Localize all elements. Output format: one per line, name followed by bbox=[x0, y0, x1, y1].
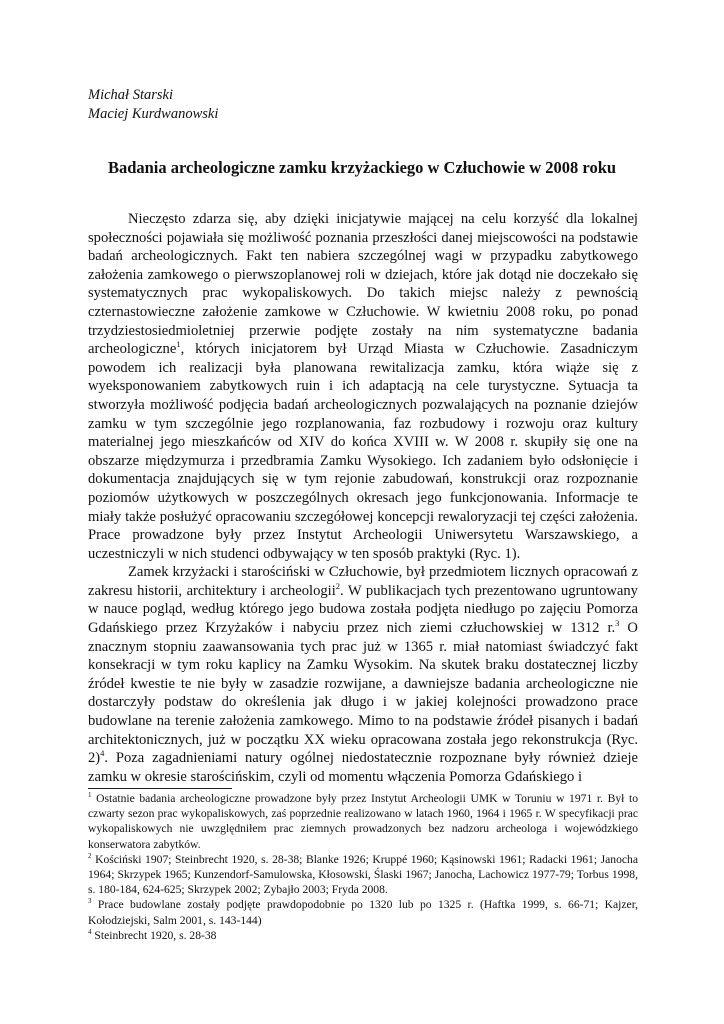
footnote bbox=[88, 852, 638, 898]
paragraph-text: Nieczęsto zdarza się, aby dzięki inicjatywie mającej na celu korzyść dla lokalnej społeczności pojawiała się możliwość poznania przeszłości danej miejscowości na podstawie badań archeologicznych. Fakt ten nabiera szczególnej wagi w przypadku zabytkowego założenia zamkowego o pierwszoplanowej roli w dziejach, które jak dotąd nie doczekało się systematycznych prac wykopaliskowych. Do takich miejsc należy z pewnością czternastowieczne założenie zamkowe w Człuchowie. W kwietniu 2008 roku, po ponad trzydziestosiedmioletniej przerwie podjęte zostały na nim systematyczne badania archeologiczne bbox=[88, 211, 638, 358]
footnote bbox=[88, 928, 638, 943]
footnote-ref: 4 bbox=[100, 748, 105, 759]
author-name: Maciej Kurdwanowski bbox=[88, 106, 219, 122]
footnote-text: Prace budowlane zostały podjęte prawdopodobnie po 1320 lub po 1325 r. (Haftka 1999, s. 66-71; Kajzer, Kołodziejski, Salm 2001, s. 143-144) bbox=[88, 898, 638, 927]
footnote-number: 1 bbox=[88, 791, 92, 800]
paragraph-text: . Poza zagadnieniami natury ogólnej niedostatecznie rozpoznane były również dzieje zamku w okresie starościńskim, czyli od momentu włączenia Pomorza Gdańskiego i bbox=[88, 750, 638, 785]
footnote-separator bbox=[88, 788, 232, 789]
footnote-number: 3 bbox=[88, 897, 92, 906]
article-title: Badania archeologiczne zamku krzyżackiego w Człuchowie w 2008 roku bbox=[107, 158, 617, 177]
paragraph-text: , których inicjatorem był Urząd Miasta w Człuchowie. Zasadniczym powodem ich realizacji była planowana rewitalizacja zamku, która wiąże się z wyeksponowaniem zabytkowych ruin i ich adaptacją na cele turystyczne. Sytuacja ta stworzyła możliwość podjęcia badań archeologicznych pozwalających na poznanie dziejów zamku w tym szczególnie jego rozplanowania, faz rozbudowy i rozwoju oraz kultury materialnej jego mieszkańców od XIV do końca XVIII w. W 2008 r. skupiły się one na obszarze międzymurza i przedbramia Zamku Wysokiego. Ich zadaniem było odsłonięcie i dokumentacja znajdujących się w tym rejonie zabudowań, konstrukcji oraz rozpoznanie poziomów użytkowych w poszczególnych okresach jego funkcjonowania. Informacje te miały także posłużyć opracowaniu szczegółowej koncepcji rewaloryzacji tej części założenia. Prace prowadzone były przez Instytut Archeologii Uniwersytetu Warszawskiego, a uczestniczyli w nich studenci odbywający w ten sposób praktyki (Ryc. 1). bbox=[88, 341, 638, 562]
author-name: Michał Starski bbox=[88, 87, 173, 103]
author-list bbox=[88, 86, 218, 124]
footnote-text: Ostatnie badania archeologiczne prowadzone były przez Instytut Archeologii UMK w Toruniu w 1971 r. Był to czwarty sezon prac wykopaliskowych, zaś poprzednie realizowano w latach 1960, 1964 i 1965 r. W specyfikacji prac wykopaliskowych nie uwzględniłem prac ziemnych prowadzonych bez nadzoru archeologa i wojewódzkiego konserwatora zabytków. bbox=[88, 792, 638, 851]
body-paragraph bbox=[88, 210, 638, 563]
article-body bbox=[88, 210, 638, 786]
paragraph-text: O znacznym stopniu zaawansowania tych prac już w 1365 r. miał natomiast świadczyć fakt konsekracji w tym roku kaplicy na Zamku Wysokim. Na skutek braku dostatecznej liczby źródeł kwestie te nie były w zasadzie rozwijane, a dawniejsze badania archeologiczne nie dostarczyły podstaw do określenia jak długo i w jakiej kolejności prowadzono prace budowlane na terenie założenia zamkowego. Mimo to na podstawie źródeł pisanych i badań architektonicznych, już w początku XX wieku opracowana została jego rekonstrukcja (Ryc. 2) bbox=[88, 620, 638, 767]
footnote-number: 2 bbox=[88, 851, 92, 860]
footnote-number: 4 bbox=[88, 927, 92, 936]
footnote-ref: 1 bbox=[176, 339, 181, 350]
body-paragraph bbox=[88, 563, 638, 786]
footnote bbox=[88, 897, 638, 927]
paragraph-text: . W publikacjach tych prezentowano ugruntowany w nauce pogląd, według którego jego budowa została podjęta niedługo po zajęciu Pomorza Gdańskiego przez Krzyżaków i nabyciu przez nich ziemi człuchowskiej w 1312 r. bbox=[88, 582, 638, 637]
paragraph-text: Zamek krzyżacki i starościński w Człuchowie, był przedmiotem licznych opracowań z zakresu historii, architektury i archeologii bbox=[88, 564, 638, 599]
footnote-ref: 2 bbox=[335, 581, 341, 592]
footnotes bbox=[88, 791, 638, 943]
footnote bbox=[88, 791, 638, 852]
footnote-text: Steinbrecht 1920, s. 28-38 bbox=[94, 928, 217, 942]
footnote-ref: 3 bbox=[615, 618, 620, 629]
footnote-text: Kościński 1907; Steinbrecht 1920, s. 28-38; Blanke 1926; Kruppé 1960; Kąsinowski 1961; Radacki 1961; Janocha 1964; Skrzypek 1965; Kunzendorf-Samulowska, Kłosowski, Ślaski 1967; Janocha, Lachowicz 1977-79; Torbus 1998, s. 180-184, 624-625; Skrzypek 2002; Zybajło 2003; Fryda 2008. bbox=[88, 852, 638, 897]
